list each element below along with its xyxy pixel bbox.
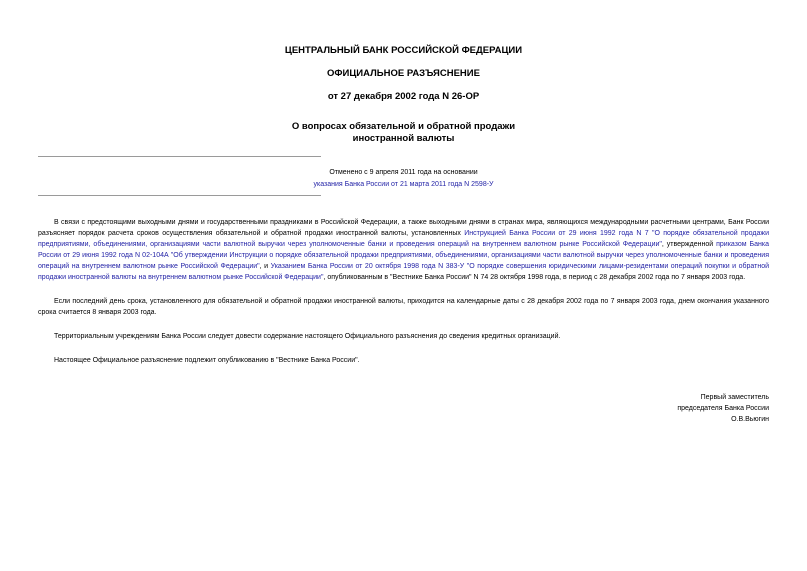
document-date-number: от 27 декабря 2002 года N 26-ОР [327,91,480,102]
top-divider [38,156,321,157]
instruction-n7-link[interactable]: Инструкцией Банка России от 29 июня 1992 года N 7 "О порядке обязательной продажи предприятиями, объединениями, организациями части валютной выручки через уполномоченные банки и проведения операций на внутреннем валютном рынке Российской Федерации" [38,230,769,248]
document-body [38,217,769,379]
repeal-link[interactable]: указания Банка России от 21 марта 2011 года N 2598-У [313,181,494,188]
document-title-line-1: О вопросах обязательной и обратной продажи [291,121,516,132]
document-type: ОФИЦИАЛЬНОЕ РАЗЪЯСНЕНИЕ [327,68,480,79]
signatory-name: О.В.Вьюгин [731,416,769,423]
paragraph-4: Настоящее Официальное разъяснение подлежит опубликованию в "Вестнике Банка России". [54,357,360,364]
order-02-104a-link[interactable]: приказом Банка России от 29 июня 1992 года N 02-104А "Об утверждении Инструкции о порядке обязательной продажи предприятиями, объединениями, организациями части валютной выручки через уполномоченные банки и проведения операций на внутреннем валютном рынке Российской Федерации" [38,241,769,270]
signatory-position-1: Первый заместитель [700,394,769,401]
paragraph-1: В связи с предстоящими выходными днями и государственными праздниками в Российской Федерации, а также выходными днями в странах мира, являющихся международными расчетными центрами, Банк России разъясняет порядок расчета сроков осуществления обязательной и обратной продажи иностранной валюты, установленных Инструкцией Банка России от 29 июня 1992 года N 7 "О порядке обязательной продажи предприятиями, объединениями, организациями части валютной выручки через уполномоченные банки и проведения операций на внутреннем валютном рынке Российской Федерации", утвержденной приказом Банка России от 29 июня 1992 года N 02-104А "Об утверждении Инструкции о порядке обязательной продажи предприятиями, объединениями, организациями части валютной выручки через уполномоченные банки и проведения операций на внутреннем валютном рынке Российской Федерации", и Указанием Банка России от 20 октября 1998 года N 383-У "О порядке совершения юридическими лицами-резидентами операций покупки и обратной продажи иностранной валюты на внутреннем валютном рынке Российской Федерации", опубликованным в "Вестнике Банка России" N 74 28 октября 1998 года, в период с 28 декабря 2002 года по 7 января 2003 года. [38,219,769,281]
signature-block [677,392,769,425]
paragraph-2: Если последний день срока, установленного для обязательной и обратной продажи иностранной валюты, приходится на календарные даты с 28 декабря 2002 года по 7 января 2003 года, днем окончания указанного срока считается 8 января 2003 года. [38,298,769,316]
org-name: ЦЕНТРАЛЬНЫЙ БАНК РОССИЙСКОЙ ФЕДЕРАЦИИ [284,45,523,56]
document-title-line-2: иностранной валюты [352,133,455,144]
document-title [0,121,807,145]
bottom-divider [38,195,321,196]
signatory-position-2: председателя Банка России [677,405,769,412]
directive-383u-link[interactable]: Указанием Банка России от 20 октября 1998 года N 383-У "О порядке совершения юридическими лицами-резидентами операций покупки и обратной продажи иностранной валюты на внутреннем валютном рынке Российской Федерации" [38,263,769,281]
status-note [250,167,557,191]
status-note-text: Отменено с 9 апреля 2011 года на основании [329,169,478,176]
paragraph-3: Территориальным учреждениям Банка России следует довести содержание настоящего Официального разъяснения до сведения кредитных организаций. [54,333,561,340]
